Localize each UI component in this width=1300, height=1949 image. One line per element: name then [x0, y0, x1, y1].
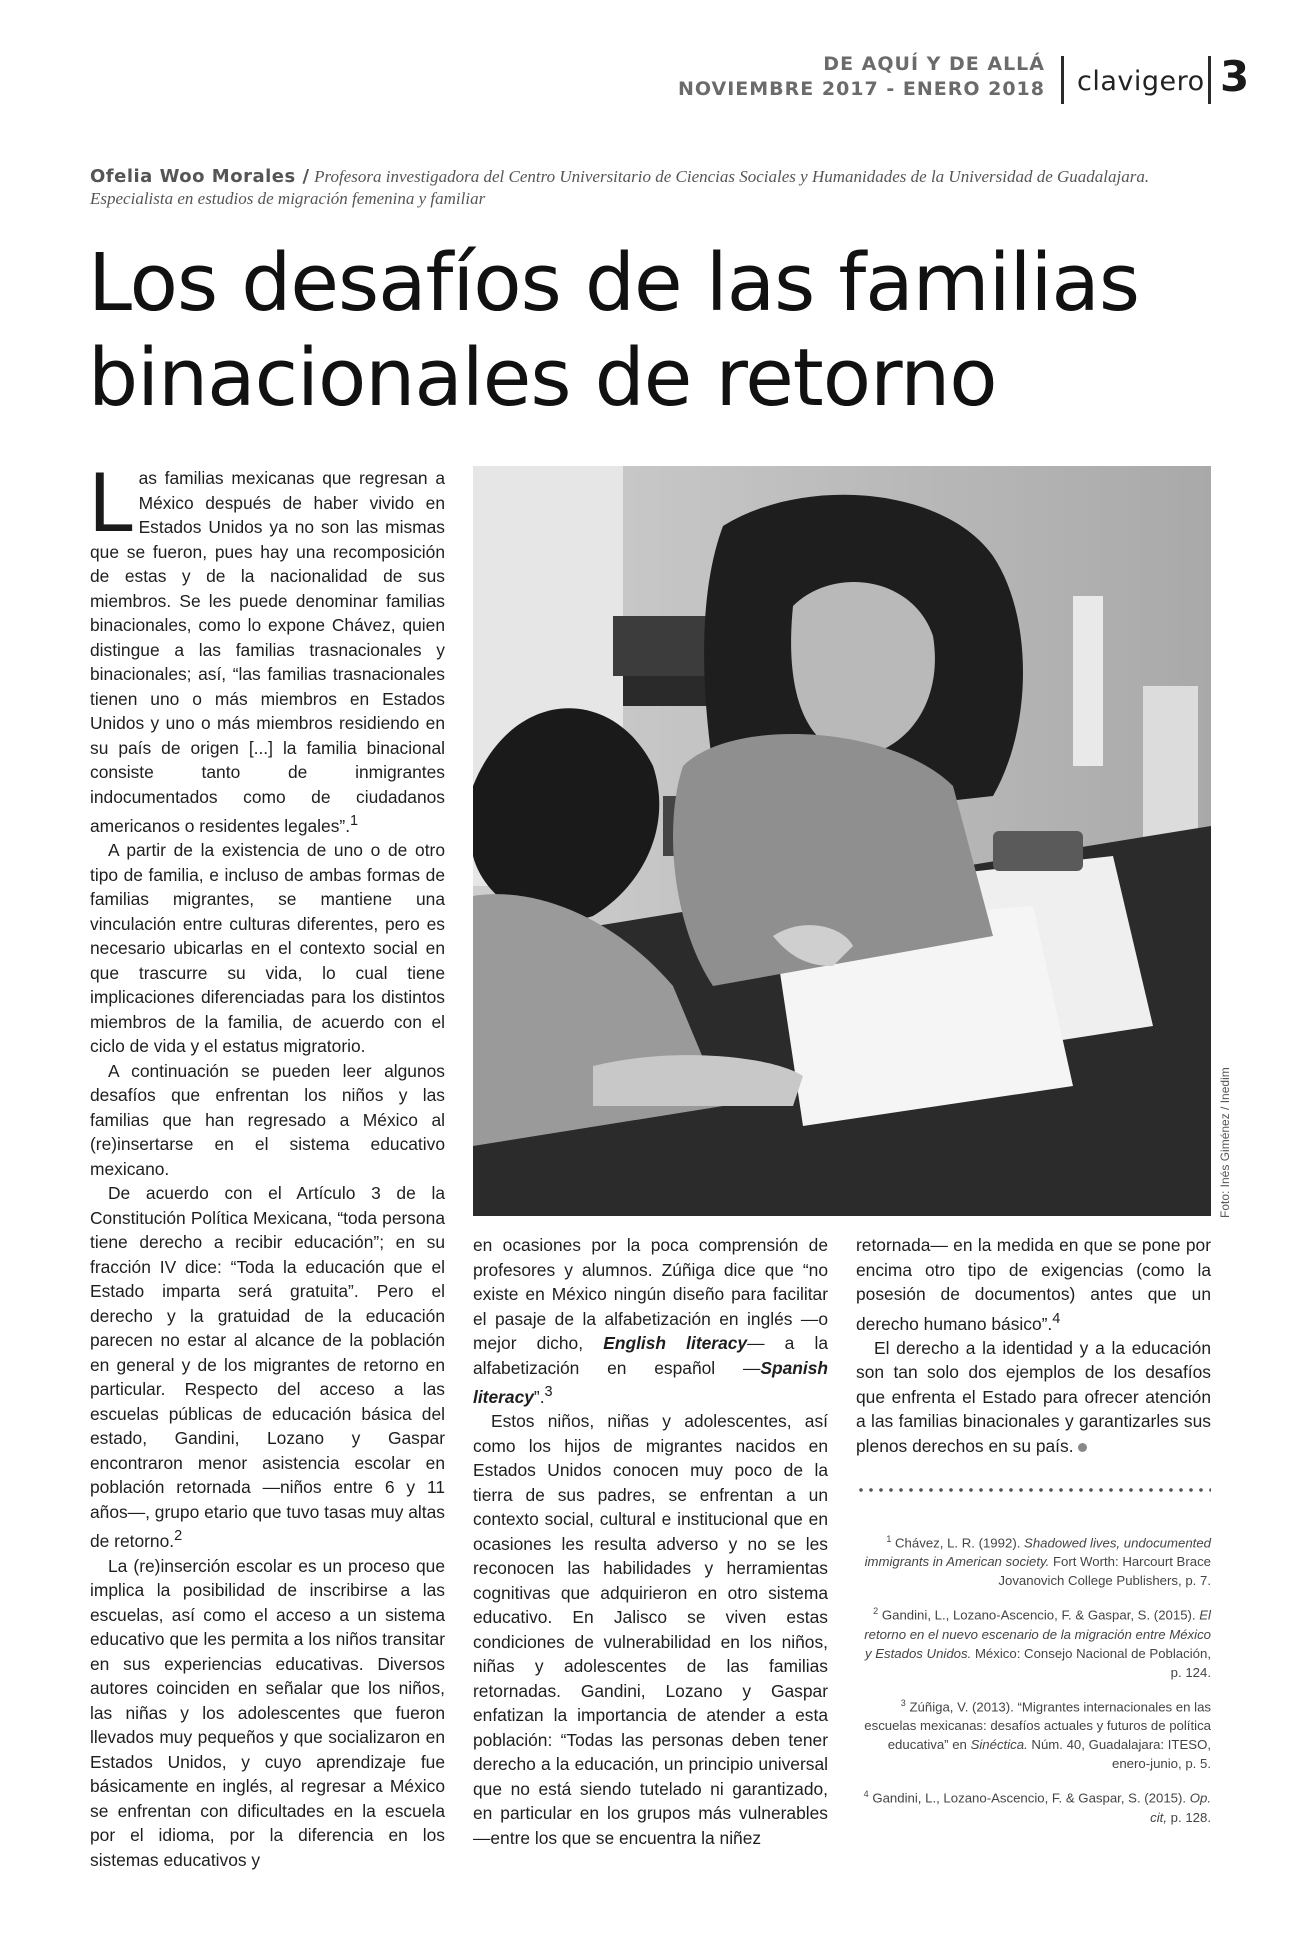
paragraph-text: ”. — [533, 1386, 545, 1407]
article-column-2 — [473, 1233, 828, 1850]
paragraph — [473, 1233, 828, 1409]
footnote-number: 2 — [873, 1606, 879, 1617]
footnotes — [856, 1530, 1211, 1839]
photo-illustration — [473, 466, 1211, 1216]
footnote-number: 1 — [886, 1534, 892, 1544]
footnote — [856, 1694, 1211, 1773]
paragraph-text: El derecho a la identidad y a la educación son tan solo dos ejemplos de los desafíos que enfrenta el Estado para ofrecer atención a las familias binacionales y garantizarles sus plenos derechos en su país. — [856, 1337, 1211, 1456]
footnote-title: Op. cit, — [1150, 1790, 1211, 1825]
footnote-ref: 1 — [350, 813, 359, 829]
section-label — [678, 52, 1045, 102]
footnote-text: Zúñiga, V. (2013). “Migrantes internacionales en las escuelas mexicanas: desafíos actuales y futuros de política educativa” en — [864, 1699, 1211, 1753]
paragraph: Estos niños, niñas y adolescentes, así como los hijos de migrantes nacidos en Estados Unidos conocen muy poco de la tierra de sus padres, se enfrentan a un contexto social, cultural e institucional que en ocasiones les resulta adverso y no se les reconocen las habilidades y herramientas cognitivas que adquirieron en otro sistema educativo. En Jalisco se viven estas condiciones de vulnerabilidad en los niños, niñas y adolescentes de las familias retornadas. Gandini, Lozano y Gaspar enfatizan la importancia de atender a esta población: “Todas las personas deben tener derecho a la educación, un principio universal que no está siendo tutelado ni garantizado, en particular en los grupos más vulnerables —entre los que se encuentra la niñez — [473, 1411, 828, 1848]
footnote-ref: 4 — [1052, 1310, 1061, 1327]
article-column-1 — [88, 457, 445, 1906]
byline — [90, 166, 1150, 210]
emphasis: Spanish literacy — [473, 1357, 828, 1407]
paragraph-text: De acuerdo con el Artículo 3 de la Constitución Política Mexicana, “toda persona tiene derecho a recibir educación”; en su fracción IV dice: “Toda la educación que el Estado imparta será gratuita”. Pero el derecho y la gratuidad de la educación parecen no estar al alcance de la población en general y de los migrantes de retorno en particular. Respecto del acceso a las escuelas públicas de educación básica del estado, Gandini, Lozano y Gaspar encontraron menor asistencia escolar en población retornada —niños entre 6 y 11 años—, grupo etario que tuvo tasas muy altas de retorno. — [90, 1183, 445, 1552]
end-mark-icon — [1078, 1443, 1087, 1452]
footnote-ref: 3 — [544, 1384, 553, 1400]
author-role: Profesora investigadora del Centro Universitario de Ciencias Sociales y Humanidades de la Universidad de Guadalajara. Especialista en estudios de migración femenina y familiar — [90, 167, 1150, 208]
footnote-title: El retorno en el nuevo escenario de la migración entre México y Estados Unidos. — [864, 1607, 1211, 1661]
article-title — [88, 236, 1268, 426]
page-header — [677, 52, 1250, 108]
author-name: Ofelia Woo Morales / — [90, 166, 310, 187]
footnote-text: Gandini, L., Lozano-Ascencio, F. & Gaspar, S. (2015). — [881, 1607, 1200, 1623]
footnote-text: Gandini, L., Lozano-Ascencio, F. & Gaspar, S. (2015). — [872, 1790, 1190, 1806]
header-divider — [1061, 56, 1064, 104]
header-divider — [1208, 56, 1211, 104]
paragraph: A continuación se pueden leer algunos desafíos que enfrentan los niños y las familias que han regresado a México al (re)insertarse en el sistema educativo mexicano. — [90, 1060, 445, 1179]
footnote-title: Sinéctica. — [970, 1737, 1028, 1753]
paragraph — [88, 457, 445, 838]
paragraph-text: — a la alfabetización en español — — [473, 1333, 829, 1378]
article-column-3 — [856, 1233, 1211, 1458]
footnote-number: 3 — [900, 1697, 906, 1708]
title-line: Los desafíos de las familias — [88, 237, 1139, 329]
article-photo — [473, 466, 1211, 1216]
footnote — [856, 1530, 1211, 1590]
footnote-number: 4 — [863, 1789, 869, 1800]
page-number: 3 — [1220, 52, 1250, 101]
photo-credit: Foto: Inés Giménez / Inedim — [1218, 1067, 1232, 1218]
issue-date: NOVIEMBRE 2017 - ENERO 2018 — [677, 78, 1045, 100]
paragraph: La (re)inserción escolar es un proceso que implica la posibilidad de inscribirse a las escuelas, así como el acceso a un sistema educativo que les permita a los niños transitar en sus experiencias educativas. Diversos autores coinciden en señalar que los niños, las niñas y los adolescentes que fueron llevados muy pequeños y que socializaron en Estados Unidos, y cuyo aprendizaje fue básicamente en inglés, al regresar a México se enfrentan con dificultades en la escuela por el idioma, por la diferencia en los sistemas educativos y — [90, 1555, 445, 1870]
footnote-text: Chávez, L. R. (1992). — [895, 1535, 1025, 1551]
magazine-logo: clavigero — [1077, 66, 1205, 97]
paragraph — [856, 1336, 1211, 1459]
footnote-title: Shadowed lives, undocumented immigrants in American society. — [864, 1535, 1211, 1570]
paragraph-text: as familias mexicanas que regresan a México después de haber vivido en Estados Unidos ya no son las mismas que se fueron, pues hay una recomposición de estas y de la nacionalidad de sus miembros. Se les puede denominar familias binacionales, como lo expone Chávez, quien distingue a las familias trasnacionales y binacionales; así, “las familias trasnacionales tienen uno o más miembros en Estados Unidos y uno o más miembros residiendo en su país de origen [...] la familia binacional consiste tanto de inmigrantes indocumentados como de ciudadanos americanos o residentes legales”. — [90, 468, 445, 836]
dotted-divider — [856, 1487, 1211, 1493]
section-title: DE AQUÍ Y DE ALLÁ — [823, 53, 1045, 75]
footnote-text: p. 128. — [1167, 1809, 1211, 1825]
paragraph: A partir de la existencia de uno o de otro tipo de familia, e incluso de ambas formas de familias migrantes, se mantiene una vinculación entre culturas diferentes, pero es necesario ubicarlas en el contexto social en que trascurre su vida, lo cual tiene implicaciones diferenciadas para los distintos miembros de la familia, de acuerdo con el ciclo de vida y el estatus migratorio. — [90, 840, 445, 1057]
footnote-ref: 2 — [174, 1528, 183, 1545]
footnote-text: Fort Worth: Harcourt Brace Jovanovich College Publishers, p. 7. — [998, 1554, 1211, 1589]
paragraph — [90, 1181, 445, 1553]
footnote-text: México: Consejo Nacional de Población, p. 124. — [971, 1645, 1211, 1680]
emphasis: English literacy — [603, 1333, 748, 1353]
paragraph — [856, 1233, 1211, 1336]
drop-cap: L — [88, 457, 133, 550]
footnote — [856, 1602, 1211, 1681]
paragraph-text: retornada— en la medida en que se pone por encima otro tipo de exigencias (como la posesión de documentos) antes que un derecho humano básico”. — [856, 1235, 1211, 1334]
footnote-text: Núm. 40, Guadalajara: ITESO, enero-junio, p. 5. — [1027, 1737, 1211, 1772]
title-line: binacionales de retorno — [88, 332, 997, 424]
footnote — [856, 1785, 1211, 1826]
paragraph-text: en ocasiones por la poca comprensión de profesores y alumnos. Zúñiga dice que “no existe en México ningún diseño para facilitar el pasaje de la alfabetización en inglés —o mejor dicho, — [473, 1235, 828, 1353]
